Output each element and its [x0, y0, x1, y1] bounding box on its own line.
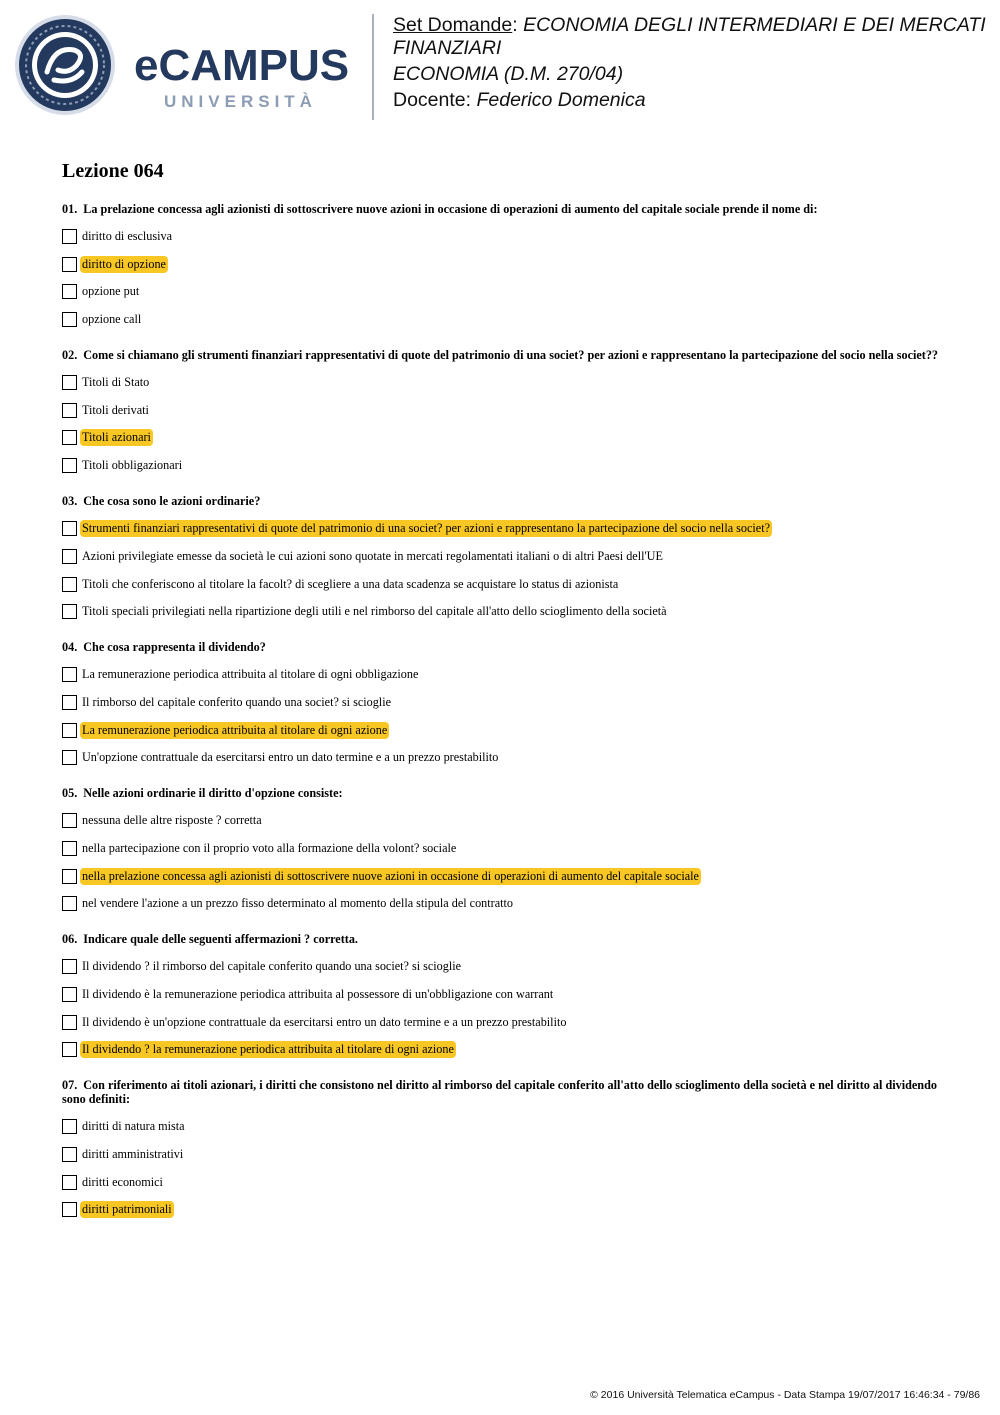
answer-label: opzione call	[82, 312, 142, 327]
answer-label: Titoli che conferiscono al titolare la facolt? di scegliere a una data scadenza se acquistare lo status di azionista	[82, 576, 619, 591]
answer-checkbox[interactable]	[62, 375, 77, 390]
answer-label-correct: La remunerazione periodica attribuita al titolare di ogni azione	[82, 722, 388, 737]
answer-label: diritti economici	[82, 1174, 163, 1189]
question-number: 02.	[62, 348, 78, 363]
answer-label: Titoli speciali privilegiati nella ripartizione degli utili e nel rimborso del capitale all'atto dello scioglimento della società	[82, 604, 667, 619]
answer-option[interactable]	[62, 811, 942, 830]
question-body: Nelle azioni ordinarie il diritto d'opzione consiste:	[83, 786, 343, 801]
answer-option[interactable]	[62, 373, 942, 392]
answer-option[interactable]	[62, 1173, 942, 1192]
question-body: Che cosa rappresenta il dividendo?	[83, 640, 266, 655]
question-body: Indicare quale delle seguenti affermazioni ? corretta.	[83, 932, 358, 947]
answer-label: Titoli derivati	[82, 402, 149, 417]
answer-label-correct: Strumenti finanziari rappresentativi di quote del patrimonio di una societ? per azioni e rappresentano la partecipazione del socio nella societ?	[82, 521, 770, 536]
answer-option[interactable]	[62, 310, 942, 329]
answer-option[interactable]	[62, 602, 942, 621]
answer-checkbox[interactable]	[62, 959, 77, 974]
question	[62, 494, 942, 621]
answer-checkbox[interactable]	[62, 229, 77, 244]
answer-checkbox[interactable]	[62, 604, 77, 619]
course-name: ECONOMIA (D.M. 270/04)	[393, 63, 624, 85]
answer-checkbox[interactable]	[62, 1147, 77, 1162]
question-number: 01.	[62, 202, 78, 216]
answer-label: diritto di esclusiva	[82, 229, 173, 243]
answer-option[interactable]	[62, 665, 942, 684]
answer-checkbox[interactable]	[62, 723, 77, 738]
answer-option[interactable]	[62, 985, 942, 1004]
set-domande-label: Set Domande	[393, 14, 513, 36]
answer-checkbox[interactable]	[62, 284, 77, 299]
answer-checkbox[interactable]	[62, 257, 77, 272]
answer-label: nel vendere l'azione a un prezzo fisso determinato al momento della stipula del contratto	[82, 896, 513, 911]
question-text	[62, 348, 942, 362]
answer-label: Titoli obbligazionari	[82, 458, 183, 473]
answer-checkbox[interactable]	[62, 987, 77, 1002]
question-text	[62, 202, 942, 216]
answer-option[interactable]	[62, 693, 942, 712]
answer-checkbox[interactable]	[62, 521, 77, 536]
answer-label: Il dividendo è un'opzione contrattuale da esercitarsi entro un dato termine e a un prezzo prestabilito	[82, 1014, 567, 1029]
answer-label-correct: diritti patrimoniali	[82, 1202, 172, 1217]
answer-option[interactable]	[62, 867, 942, 886]
teacher-line	[393, 89, 988, 112]
question	[62, 786, 942, 913]
question-number: 06.	[62, 932, 78, 947]
answer-option[interactable]	[62, 748, 942, 767]
answer-option[interactable]	[62, 428, 942, 447]
answer-option[interactable]	[62, 282, 942, 301]
answer-checkbox[interactable]	[62, 577, 77, 592]
answer-checkbox[interactable]	[62, 1175, 77, 1190]
question	[62, 640, 942, 767]
answer-option[interactable]	[62, 456, 942, 475]
answer-option[interactable]	[62, 839, 942, 858]
question-number: 05.	[62, 786, 78, 801]
answer-option[interactable]	[62, 1117, 942, 1136]
question	[62, 348, 942, 475]
answer-option[interactable]	[62, 575, 942, 594]
answer-option[interactable]	[62, 1040, 942, 1059]
answer-option[interactable]	[62, 255, 942, 274]
answer-label: opzione put	[82, 284, 140, 299]
answer-checkbox[interactable]	[62, 1202, 77, 1217]
answer-checkbox[interactable]	[62, 549, 77, 564]
teacher-name: Federico Domenica	[476, 89, 646, 111]
answer-label-correct: Titoli azionari	[82, 430, 151, 445]
answer-option[interactable]	[62, 957, 942, 976]
question	[62, 202, 942, 329]
answer-checkbox[interactable]	[62, 312, 77, 327]
teacher-label: Docente:	[393, 89, 472, 111]
svg-text:eCAMPUS: eCAMPUS	[134, 41, 350, 90]
answer-checkbox[interactable]	[62, 667, 77, 682]
answer-checkbox[interactable]	[62, 458, 77, 473]
answer-option[interactable]	[62, 519, 942, 538]
answer-checkbox[interactable]	[62, 869, 77, 884]
question-number: 03.	[62, 494, 78, 509]
answer-checkbox[interactable]	[62, 1042, 77, 1057]
answer-checkbox[interactable]	[62, 1119, 77, 1134]
answer-option[interactable]	[62, 227, 942, 246]
answer-checkbox[interactable]	[62, 1015, 77, 1030]
answer-label: Il dividendo è la remunerazione periodica attribuita al possessore di un'obbligazione con warrant	[82, 987, 554, 1001]
answer-label: La remunerazione periodica attribuita al titolare di ogni obbligazione	[82, 667, 419, 682]
answer-checkbox[interactable]	[62, 403, 77, 418]
question-number: 07.	[62, 1078, 78, 1093]
answer-label: diritti amministrativi	[82, 1147, 184, 1162]
answer-checkbox[interactable]	[62, 695, 77, 710]
svg-text:UNIVERSITÀ: UNIVERSITÀ	[164, 92, 317, 111]
header-divider	[372, 14, 374, 120]
answer-option[interactable]	[62, 547, 942, 566]
answer-label: diritti di natura mista	[82, 1119, 185, 1134]
page-footer: © 2016 Università Telematica eCampus - Data Stampa 19/07/2017 16:46:34 - 79/86	[590, 1389, 980, 1401]
answer-option[interactable]	[62, 1145, 942, 1164]
question-text	[62, 786, 942, 800]
answer-label: Il rimborso del capitale conferito quando una societ? si scioglie	[82, 694, 391, 709]
answer-checkbox[interactable]	[62, 896, 77, 911]
question-text	[62, 640, 942, 654]
answer-option[interactable]	[62, 1013, 942, 1032]
question-number: 04.	[62, 640, 78, 655]
answer-option[interactable]	[62, 401, 942, 420]
question-list	[62, 202, 942, 1238]
question-body: La prelazione concessa agli azionisti di sottoscrivere nuove azioni in occasione di operazioni di aumento del capitale sociale prende il nome di:	[83, 202, 818, 216]
question-body: Come si chiamano gli strumenti finanziari rappresentativi di quote del patrimonio di una societ? per azioni e rappresentano la partecipazione del socio nella societ??	[83, 348, 939, 363]
answer-checkbox[interactable]	[62, 750, 77, 765]
question-body: Che cosa sono le azioni ordinarie?	[83, 494, 261, 509]
answer-label: nella partecipazione con il proprio voto alla formazione della volont? sociale	[82, 840, 457, 855]
answer-label-correct: Il dividendo ? la remunerazione periodica attribuita al titolare di ogni azione	[82, 1042, 454, 1057]
question	[62, 932, 942, 1059]
set-domande-value: ECONOMIA DEGLI INTERMEDIARI E DEI MERCATI FINANZIARI	[393, 14, 986, 59]
answer-checkbox[interactable]	[62, 841, 77, 856]
answer-option[interactable]	[62, 1200, 942, 1219]
answer-label: Titoli di Stato	[82, 375, 150, 390]
answer-label: nessuna delle altre risposte ? corretta	[82, 813, 262, 828]
set-domande-line: Set Domande: ECONOMIA DEGLI INTERMEDIARI E DEI MERCATI FINANZIARI	[393, 14, 986, 59]
question-text	[62, 494, 942, 508]
answer-checkbox[interactable]	[62, 813, 77, 828]
question	[62, 1078, 942, 1219]
header-info	[393, 14, 988, 115]
answer-label-correct: nella prelazione concessa agli azionisti di sottoscrivere nuove azioni in occasione di operazioni di aumento del capitale sociale	[82, 868, 699, 883]
lesson-title: Lezione 064	[62, 160, 164, 182]
answer-checkbox[interactable]	[62, 430, 77, 445]
question-text	[62, 932, 942, 946]
question-body: Con riferimento ai titoli azionari, i diritti che consistono nel diritto al rimborso del capitale conferito all'atto dello scioglimento della società e nel diritto al dividendo sono definiti:	[62, 1078, 937, 1107]
answer-option[interactable]	[62, 721, 942, 740]
ecampus-logo	[14, 14, 359, 116]
page-header	[0, 0, 1000, 130]
answer-label: Il dividendo ? il rimborso del capitale conferito quando una societ? si scioglie	[82, 959, 462, 974]
answer-label: Un'opzione contrattuale da esercitarsi entro un dato termine e a un prezzo prestabilito	[82, 750, 499, 765]
answer-label-correct: diritto di opzione	[82, 256, 166, 271]
answer-label: Azioni privilegiate emesse da società le cui azioni sono quotate in mercati regolamentati italiani o di altri Paesi dell'UE	[82, 548, 663, 563]
answer-option[interactable]	[62, 894, 942, 913]
question-text	[62, 1078, 942, 1106]
